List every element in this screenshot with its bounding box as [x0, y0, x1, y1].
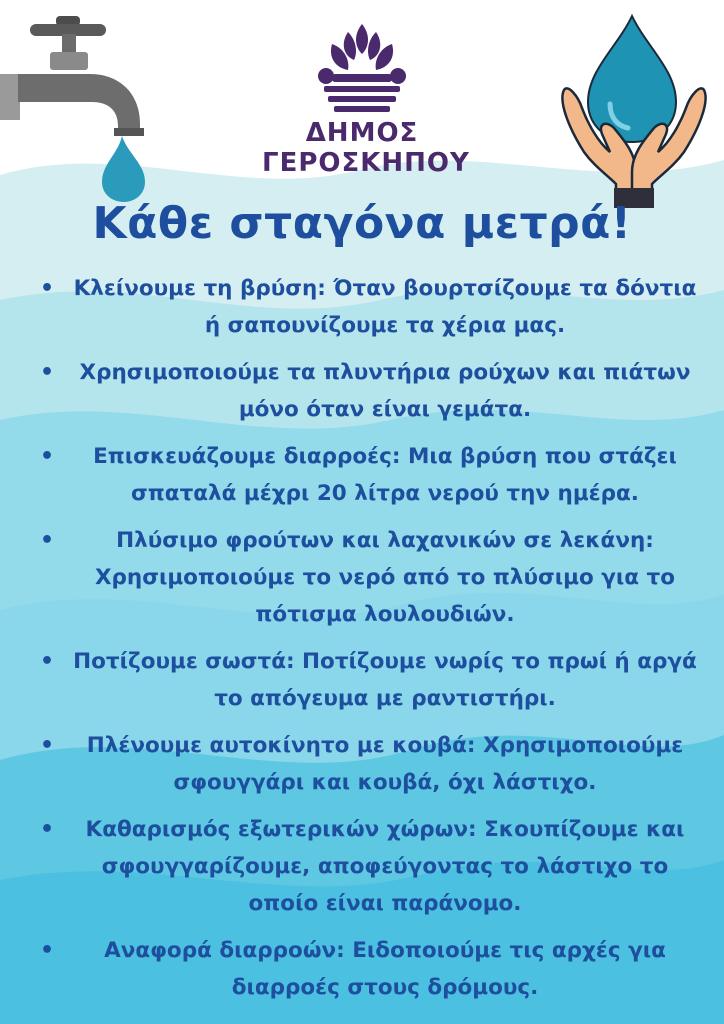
bullet-icon: •	[40, 649, 55, 674]
list-item	[40, 522, 700, 633]
logo-text	[262, 118, 470, 178]
tip-text: Ποτίζουμε σωστά: Ποτίζουμε νωρίς το πρωί ή αργά το απόγευμα με ραντιστήρι.	[73, 649, 697, 711]
list-item	[40, 727, 700, 801]
list-item	[40, 438, 700, 512]
bullet-icon: •	[40, 528, 55, 553]
tip-text: Επισκευάζουμε διαρροές: Μια βρύση που στάζει σπαταλά μέχρι 20 λίτρα νερού την ημέρα.	[93, 444, 677, 506]
bullet-icon: •	[40, 817, 55, 842]
municipality-logo	[314, 20, 410, 116]
bullet-icon: •	[40, 444, 55, 469]
tip-text: Κλείνουμε τη βρύση: Όταν βουρτσίζουμε τα δόντια ή σαπουνίζουμε τα χέρια μας.	[73, 276, 697, 338]
faucet-icon	[0, 14, 150, 204]
bullet-icon: •	[40, 938, 55, 963]
tip-text: Χρησιμοποιούμε τα πλυντήρια ρούχων και πιάτων μόνο όταν είναι γεμάτα.	[79, 360, 691, 422]
bullet-icon: •	[40, 276, 55, 301]
list-item	[40, 354, 700, 428]
tip-text: Καθαρισμός εξωτερικών χώρων: Σκουπίζουμε και σφουγγαρίζουμε, αποφεύγοντας το λάστιχο το οποίο είναι παράνομο.	[85, 817, 685, 916]
tip-text: Πλύσιμο φρούτων και λαχανικών σε λεκάνη: Χρησιμοποιούμε το νερό από το πλύσιμο για το πότισμα λουλουδιών.	[94, 528, 676, 627]
list-item	[40, 811, 700, 922]
list-item	[40, 270, 700, 344]
logo-line-1: ΔΗΜΟΣ	[305, 118, 419, 148]
list-item	[40, 643, 700, 717]
bullet-icon: •	[40, 360, 55, 385]
tip-text: Πλένουμε αυτοκίνητο με κουβά: Χρησιμοποιούμε σφουγγάρι και κουβά, όχι λάστιχο.	[86, 733, 684, 795]
water-drop-small	[102, 136, 145, 202]
logo-line-2: ΓΕΡΟΣΚΗΠΟΥ	[262, 148, 470, 178]
list-item	[40, 932, 700, 1006]
hands-water-drop-icon	[554, 12, 714, 208]
page-title: Κάθε σταγόνα μετρά!	[92, 198, 632, 249]
bullet-icon: •	[40, 733, 55, 758]
tip-text: Αναφορά διαρροών: Ειδοποιούμε τις αρχές για διαρροές στους δρόμους.	[104, 938, 666, 1000]
tips-list	[40, 270, 700, 1016]
